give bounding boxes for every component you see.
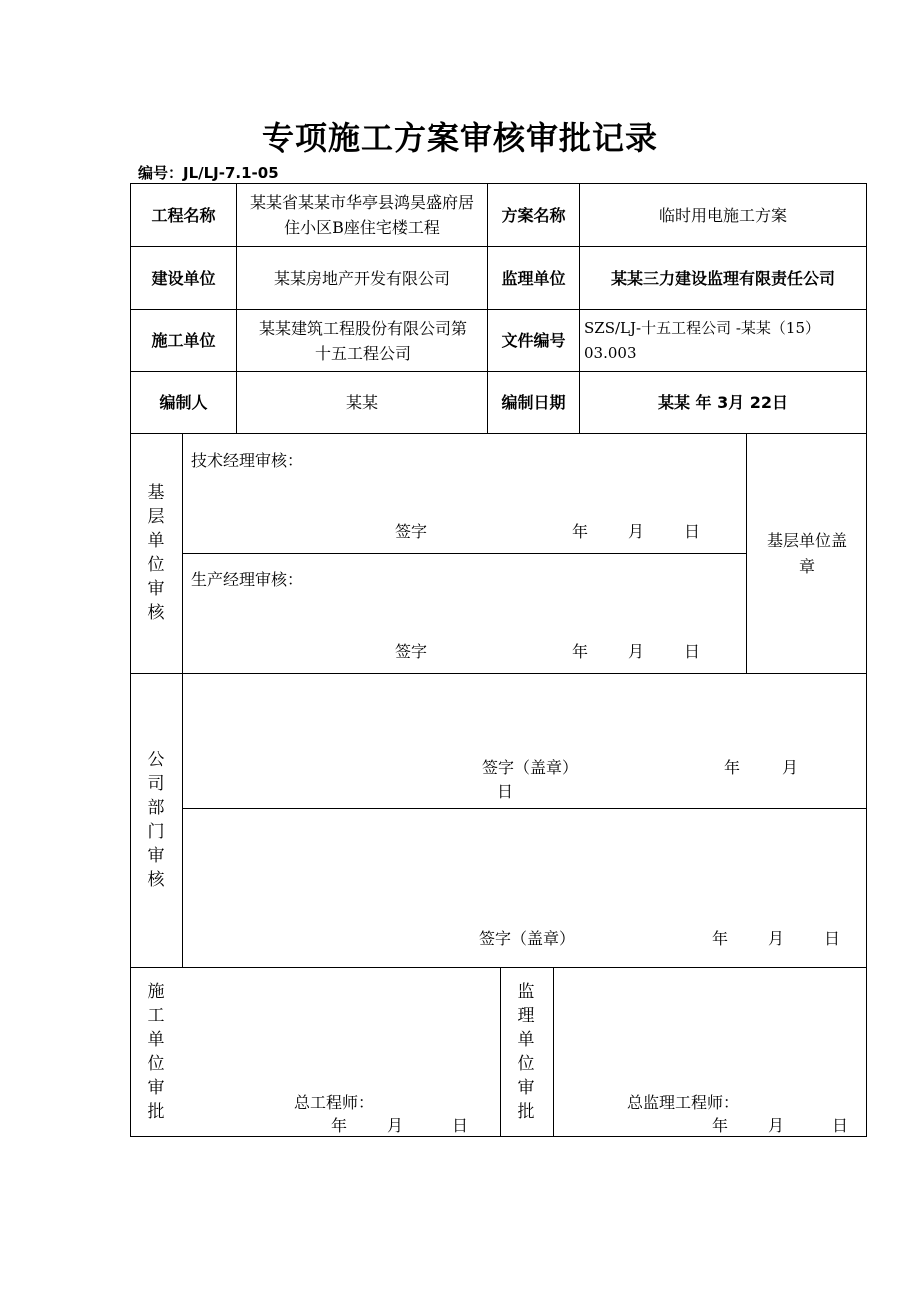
- builder-value: 某某房地产开发有限公司: [273, 268, 450, 288]
- file-number-label: 文件编号: [501, 331, 566, 350]
- tech-year-label: 年: [572, 522, 589, 541]
- prod-month-label: 月: [628, 642, 645, 661]
- dept-year-1: 年: [724, 758, 741, 777]
- date-value: 某某 年 3月 22日: [657, 393, 789, 412]
- builder-label: 建设单位: [151, 268, 216, 288]
- project-name-value: 某某省某某市华亭县鸿昊盛府居住小区B座住宅楼工程: [249, 193, 474, 237]
- supervisor-label: 监理单位: [501, 268, 566, 288]
- chief-supervisor-month: 月: [768, 1116, 785, 1135]
- chief-engineer-year: 年: [331, 1116, 348, 1135]
- chief-supervisor-day: 日: [832, 1116, 849, 1135]
- plan-name-value: 临时用电施工方案: [658, 205, 787, 225]
- tech-month-label: 月: [628, 522, 645, 541]
- prod-year-label: 年: [572, 642, 589, 661]
- tech-sign-label: 签字: [395, 522, 428, 541]
- page-title: 专项施工方案审核审批记录: [261, 119, 658, 157]
- dept-sign-seal-1: 签字（盖章）: [482, 758, 579, 777]
- contractor-value: 某某建筑工程股份有限公司第十五工程公司: [258, 318, 467, 363]
- dept-day-1: 日: [497, 782, 514, 801]
- chief-engineer-day: 日: [452, 1116, 469, 1135]
- document-number: 编号：JL/LJ-7.1-05: [138, 164, 279, 182]
- dept-month-2: 月: [768, 929, 785, 948]
- author-label: 编制人: [159, 393, 208, 412]
- project-name-label: 工程名称: [151, 205, 216, 225]
- prod-sign-label: 签字: [395, 642, 428, 661]
- supervisor-value: 某某三力建设监理有限责任公司: [610, 268, 835, 288]
- tech-manager-review-label: 技术经理审核：: [191, 451, 304, 470]
- chief-engineer-label: 总工程师：: [294, 1093, 375, 1112]
- date-label: 编制日期: [501, 393, 566, 412]
- prod-manager-review-label: 生产经理审核：: [191, 570, 304, 589]
- base-review-side-label: 基层单位审核: [147, 483, 165, 623]
- prod-day-label: 日: [684, 642, 701, 661]
- dept-year-2: 年: [712, 929, 729, 948]
- dept-day-2: 日: [824, 929, 841, 948]
- supervisor-approval-side-label: 监理单位审批: [517, 982, 535, 1122]
- dept-sign-seal-2: 签字（盖章）: [479, 929, 576, 948]
- chief-engineer-month: 月: [387, 1116, 404, 1135]
- dept-month-1: 月: [782, 758, 799, 777]
- base-unit-seal-label: 基层单位盖章: [766, 531, 847, 576]
- plan-name-label: 方案名称: [501, 205, 566, 225]
- author-value: 某某: [345, 393, 378, 412]
- tech-day-label: 日: [684, 522, 701, 541]
- chief-supervisor-year: 年: [712, 1116, 729, 1135]
- chief-supervisor-label: 总监理工程师：: [627, 1093, 740, 1112]
- file-number-value: SZS/LJ-十五工程公司 -某某（15）03.003: [584, 318, 820, 362]
- contractor-approval-side-label: 施工单位审批: [147, 982, 165, 1122]
- contractor-label: 施工单位: [151, 331, 216, 350]
- dept-review-side-label: 公司部门审核: [147, 750, 165, 890]
